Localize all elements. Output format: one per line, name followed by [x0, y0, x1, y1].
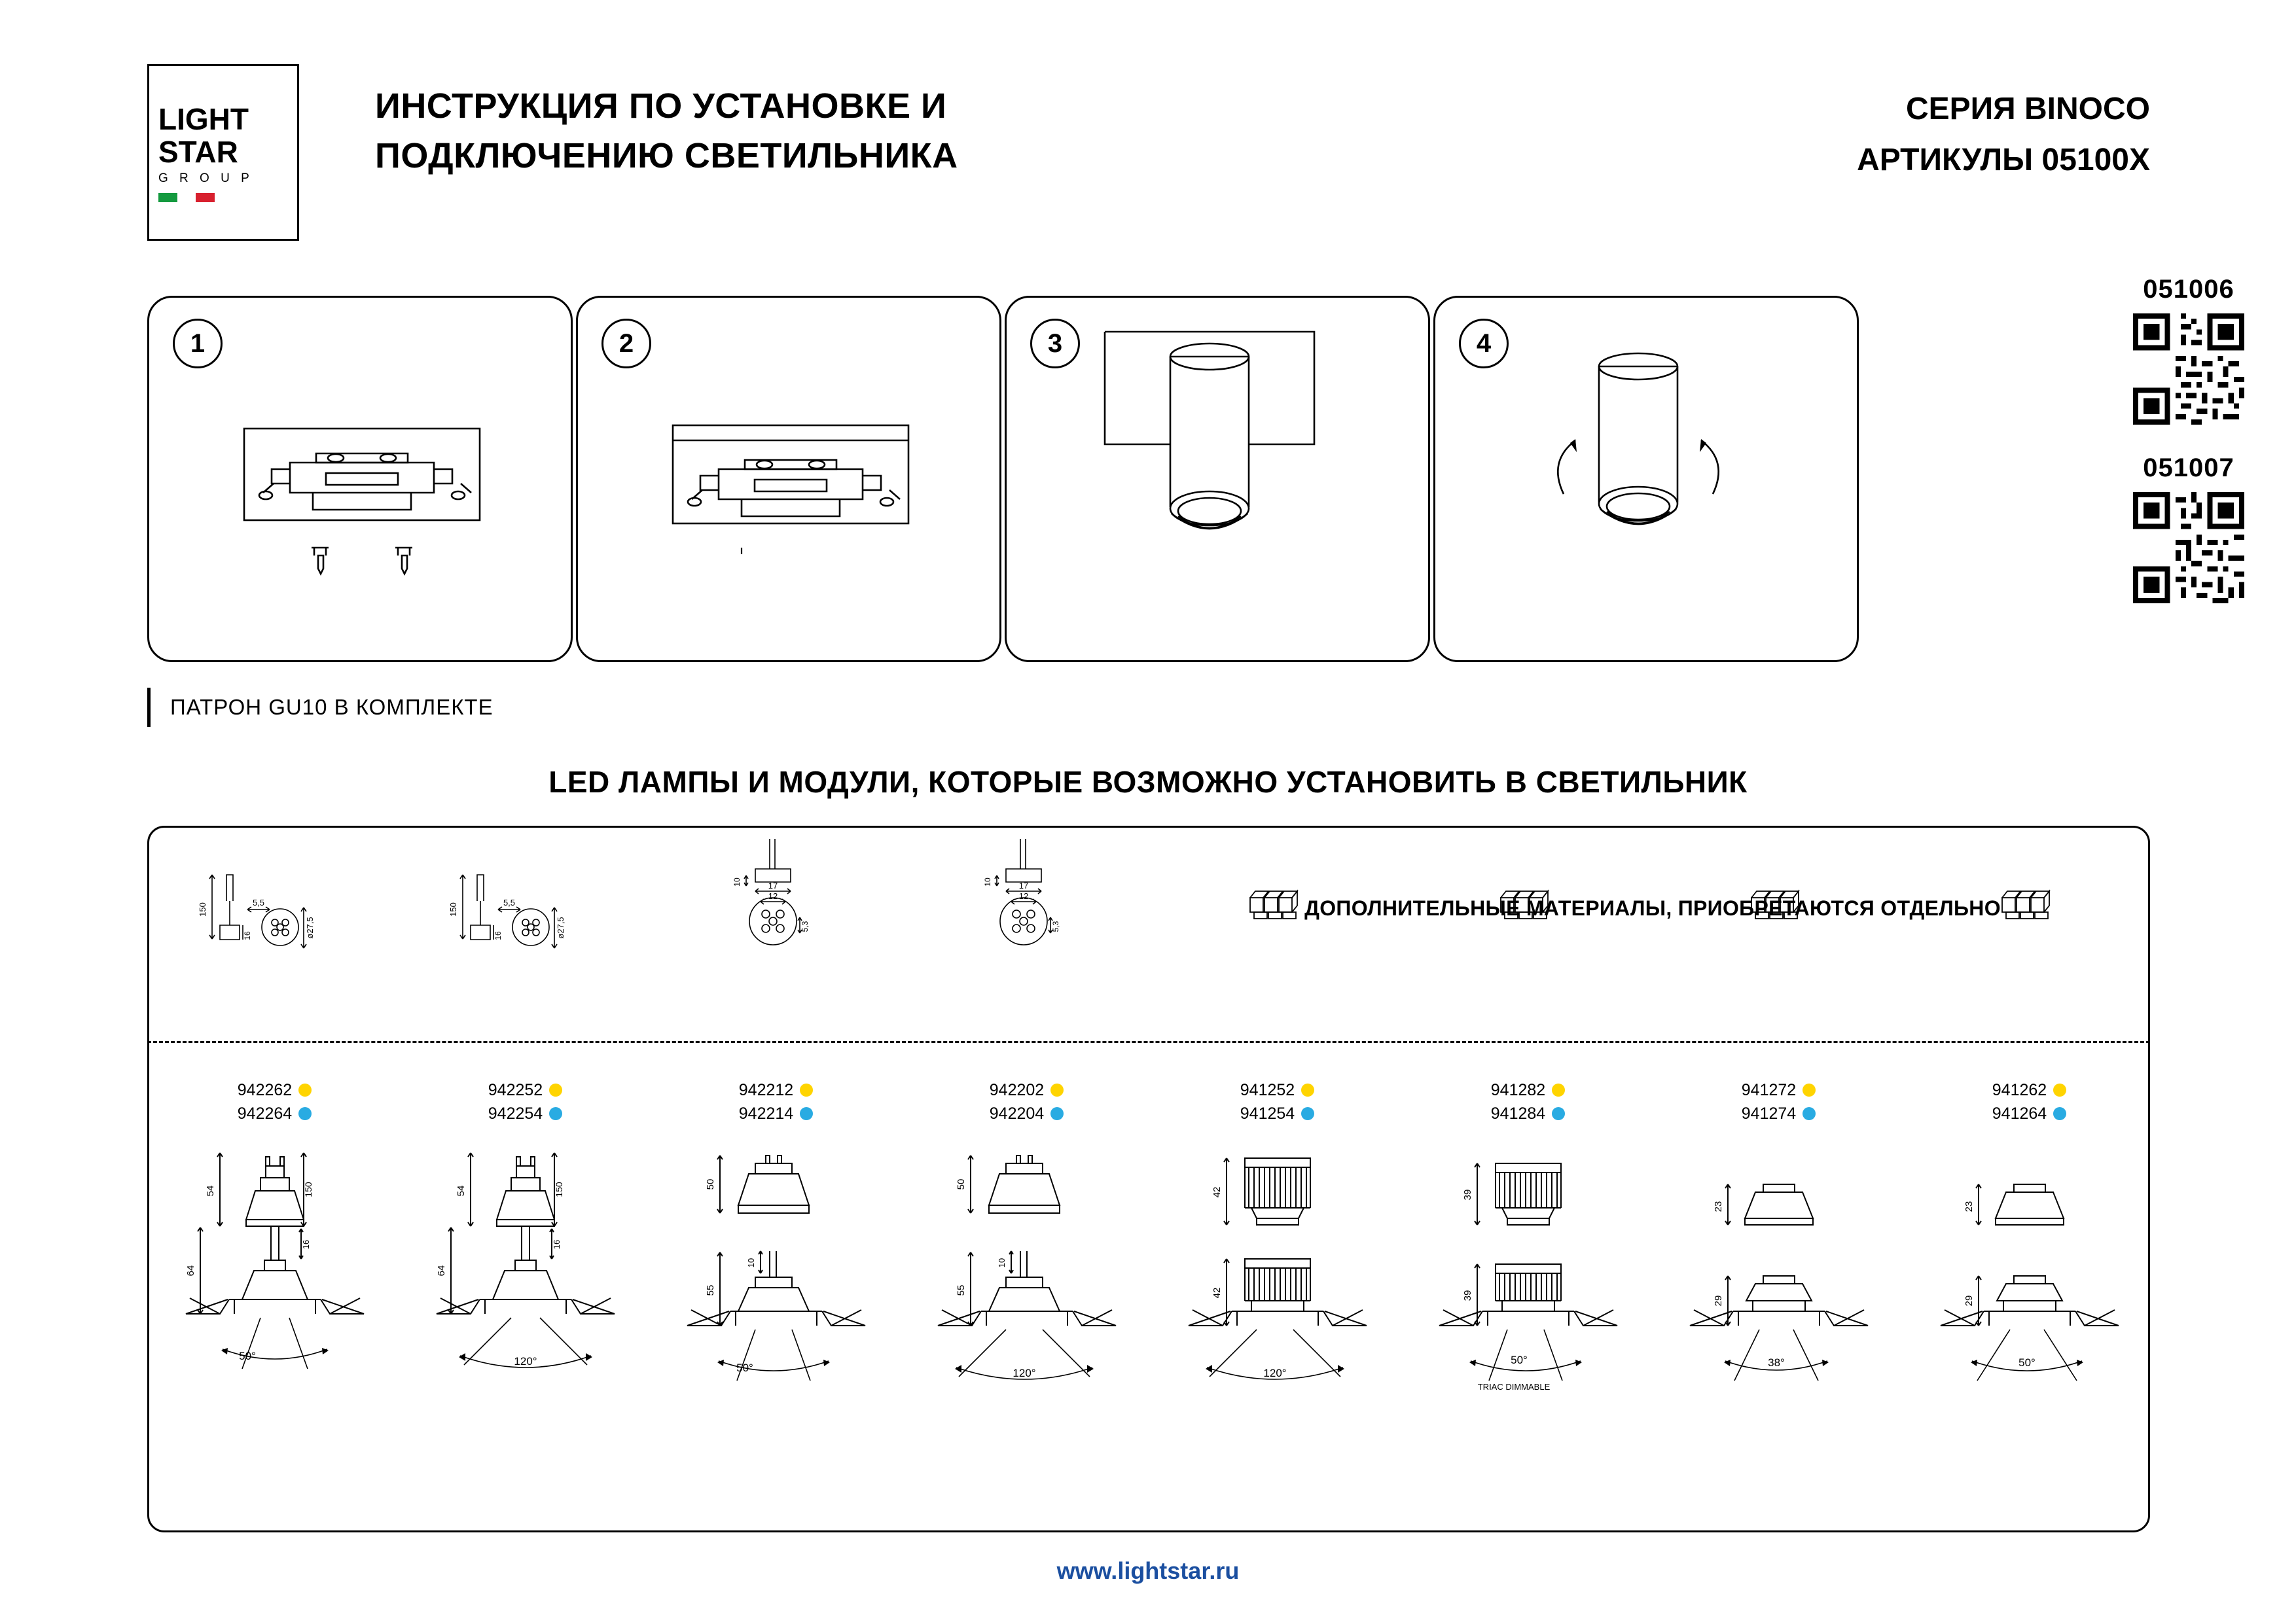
svg-text:10: 10: [732, 877, 742, 887]
step-number: 1: [173, 319, 223, 368]
step-3: [1005, 296, 1430, 662]
lamp-7-codes: [1653, 1078, 1904, 1125]
lamp-column-7: [1653, 826, 1904, 1532]
cool-color-dot: [800, 1107, 813, 1120]
svg-text:16: 16: [493, 931, 503, 940]
code-row: [149, 1102, 400, 1125]
cool-color-dot: [549, 1107, 562, 1120]
step-number: 3: [1030, 319, 1080, 368]
warm-color-dot: [1803, 1084, 1816, 1097]
code-row: [1403, 1078, 1653, 1102]
step-3-diagram: [1007, 298, 1432, 664]
extras-title: ДОПОЛНИТЕЛЬНЫЕ МАТЕРИАЛЫ, ПРИОБРЕТАЮТСЯ ОТДЕЛЬНО: [1304, 896, 2001, 920]
step-number: 2: [601, 319, 651, 368]
warm-color-dot: [1301, 1084, 1314, 1097]
lamp-8-diagram: [1904, 826, 2155, 1532]
svg-text:16: 16: [552, 1239, 562, 1250]
lamp-column-8: [1904, 826, 2155, 1532]
svg-text:150: 150: [448, 902, 458, 917]
svg-text:54: 54: [205, 1185, 216, 1197]
svg-text:16: 16: [301, 1239, 311, 1250]
cool-color-dot: [298, 1107, 312, 1120]
svg-text:50°: 50°: [1511, 1354, 1528, 1366]
warm-color-dot: [1050, 1084, 1064, 1097]
svg-text:64: 64: [185, 1265, 196, 1277]
lamp-1-codes: [149, 1078, 400, 1125]
brand-logo: [147, 64, 299, 241]
logo-line-1: LIGHT: [158, 102, 249, 136]
lamp-4-diagram: [901, 826, 1152, 1532]
accessory-icon: [1751, 891, 1799, 919]
page-title: [375, 81, 958, 181]
lamp-code: 941284: [1490, 1104, 1546, 1123]
series-name: СЕРИЯ BINOCO: [1905, 92, 2150, 126]
svg-text:120°: 120°: [1013, 1367, 1036, 1379]
cool-color-dot: [2053, 1107, 2066, 1120]
svg-text:5,5: 5,5: [252, 898, 265, 908]
code-row: [149, 1078, 400, 1102]
code-row: [1904, 1078, 2155, 1102]
lamp-7-diagram: [1653, 826, 1904, 1532]
logo-line-2: STAR: [158, 135, 238, 169]
svg-text:50: 50: [956, 1178, 967, 1190]
lamp-column-5: [1152, 826, 1403, 1532]
accessory-icon: [2002, 891, 2049, 919]
svg-text:50: 50: [705, 1178, 716, 1190]
lamp-code: 941254: [1240, 1104, 1295, 1123]
svg-text:39: 39: [1462, 1290, 1473, 1301]
lamp-code: 942264: [237, 1104, 293, 1123]
cool-color-dot: [1050, 1107, 1064, 1120]
qr-code-icon: [2133, 313, 2244, 425]
note-accent-bar: [147, 688, 151, 727]
website-link[interactable]: www.lightstar.ru: [1056, 1557, 1240, 1584]
lamp-code: 941272: [1741, 1081, 1797, 1099]
lamp-column-3: [651, 826, 901, 1532]
warm-color-dot: [2053, 1084, 2066, 1097]
svg-text:ø27,5: ø27,5: [556, 917, 565, 939]
accessory-icon: [1501, 891, 1548, 919]
svg-text:55: 55: [956, 1284, 967, 1296]
code-row: [1653, 1078, 1904, 1102]
lamp-4-codes: [901, 1078, 1152, 1125]
socket-note: [147, 686, 493, 729]
qr-code-column: [2110, 275, 2267, 632]
svg-text:23: 23: [1964, 1201, 1975, 1212]
lamp-code: 942252: [488, 1081, 543, 1099]
step-1-diagram: [149, 298, 575, 664]
svg-text:17: 17: [768, 881, 778, 891]
svg-text:5,3: 5,3: [800, 921, 810, 932]
code-row: [1152, 1078, 1403, 1102]
rotate-arrow-icon: [1558, 439, 1718, 494]
svg-text:38°: 38°: [1768, 1356, 1785, 1369]
svg-text:10: 10: [746, 1258, 756, 1268]
code-row: [1904, 1102, 2155, 1125]
step-2-diagram: [578, 298, 1003, 664]
lamp-code: 942214: [738, 1104, 794, 1123]
svg-text:55: 55: [705, 1284, 716, 1296]
lamp-code: 942204: [989, 1104, 1045, 1123]
accessory-icon: [1250, 891, 1297, 919]
warm-color-dot: [1552, 1084, 1565, 1097]
qr-code-icon: [2133, 492, 2244, 603]
step-1: [147, 296, 573, 662]
code-row: [1152, 1102, 1403, 1125]
step-number: 4: [1459, 319, 1509, 368]
article-numbers: АРТИКУЛЫ 05100X: [1857, 143, 2150, 177]
code-row: [1653, 1102, 1904, 1125]
lamp-5-codes: [1152, 1078, 1403, 1125]
warm-color-dot: [800, 1084, 813, 1097]
lamp-code: 942262: [237, 1081, 293, 1099]
svg-text:ø27,5: ø27,5: [305, 917, 315, 939]
code-row: [901, 1078, 1152, 1102]
svg-text:10: 10: [997, 1258, 1007, 1268]
cool-color-dot: [1301, 1107, 1314, 1120]
code-row: [1403, 1102, 1653, 1125]
step-2: [576, 296, 1001, 662]
svg-text:50°: 50°: [736, 1362, 753, 1374]
svg-text:5,5: 5,5: [503, 898, 516, 908]
lamp-3-codes: [651, 1078, 901, 1125]
svg-text:16: 16: [243, 931, 252, 940]
svg-text:29: 29: [1964, 1295, 1975, 1307]
lamp-column-4: [901, 826, 1152, 1532]
svg-text:150: 150: [198, 902, 207, 917]
svg-text:10: 10: [983, 877, 992, 887]
lamp-code: 942202: [989, 1081, 1045, 1099]
step-4-diagram: [1435, 298, 1861, 664]
step-4: [1433, 296, 1859, 662]
lamp-code: 941252: [1240, 1081, 1295, 1099]
page-title-line-2: ПОДКЛЮЧЕНИЮ СВЕТИЛЬНИКА: [375, 136, 958, 175]
lamp-2-diagram: [400, 826, 651, 1532]
code-row: [400, 1102, 651, 1125]
svg-text:120°: 120°: [1263, 1367, 1287, 1379]
svg-text:12: 12: [768, 891, 778, 901]
lamp-code: 941264: [1992, 1104, 2047, 1123]
svg-text:64: 64: [436, 1265, 447, 1277]
lamp-column-2: [400, 826, 651, 1532]
product-code-051007: 051007: [2143, 453, 2234, 482]
svg-text:50°: 50°: [239, 1350, 256, 1362]
lamp-code: 942212: [738, 1081, 794, 1099]
lamp-column-1: [149, 826, 400, 1532]
italy-flag-icon: [158, 193, 215, 202]
note-text: ПАТРОН GU10 В КОМПЛЕКТЕ: [170, 695, 493, 719]
lamp-column-6: [1403, 826, 1653, 1532]
page-title-line-1: ИНСТРУКЦИЯ ПО УСТАНОВКЕ И: [375, 86, 947, 126]
svg-text:150: 150: [303, 1182, 314, 1197]
svg-text:42: 42: [1211, 1287, 1223, 1299]
product-code-051006: 051006: [2143, 275, 2234, 304]
lamp-8-codes: [1904, 1078, 2155, 1125]
svg-text:17: 17: [1018, 881, 1029, 891]
series-info: [1857, 84, 2150, 186]
svg-text:23: 23: [1713, 1201, 1724, 1212]
svg-text:42: 42: [1211, 1186, 1223, 1198]
header: [147, 59, 2150, 203]
lamp-2-codes: [400, 1078, 651, 1125]
svg-text:5,3: 5,3: [1051, 921, 1060, 932]
warm-color-dot: [549, 1084, 562, 1097]
lamp-1-diagram: [149, 826, 400, 1532]
svg-text:39: 39: [1462, 1189, 1473, 1201]
lamp-code: 941282: [1490, 1081, 1546, 1099]
svg-text:TRIAC DIMMABLE: TRIAC DIMMABLE: [1477, 1382, 1551, 1392]
lamp-6-diagram: [1403, 826, 1653, 1532]
svg-text:120°: 120°: [514, 1355, 537, 1368]
code-row: [651, 1078, 901, 1102]
svg-text:29: 29: [1713, 1295, 1724, 1307]
logo-line-3: G R O U P: [158, 171, 253, 185]
svg-text:150: 150: [554, 1182, 564, 1197]
svg-text:54: 54: [456, 1185, 467, 1197]
lamps-section-heading: LED ЛАМПЫ И МОДУЛИ, КОТОРЫЕ ВОЗМОЖНО УСТАНОВИТЬ В СВЕТИЛЬНИК: [548, 765, 1748, 799]
lamp-code: 941274: [1741, 1104, 1797, 1123]
warm-color-dot: [298, 1084, 312, 1097]
code-row: [400, 1078, 651, 1102]
lamp-5-diagram: [1152, 826, 1403, 1532]
code-row: [901, 1102, 1152, 1125]
svg-text:12: 12: [1018, 891, 1029, 901]
code-row: [651, 1102, 901, 1125]
lamp-3-diagram: [651, 826, 901, 1532]
lamp-code: 942254: [488, 1104, 543, 1123]
lamp-6-codes: [1403, 1078, 1653, 1125]
cool-color-dot: [1552, 1107, 1565, 1120]
svg-text:50°: 50°: [2018, 1356, 2036, 1369]
cool-color-dot: [1803, 1107, 1816, 1120]
lamp-code: 941262: [1992, 1081, 2047, 1099]
